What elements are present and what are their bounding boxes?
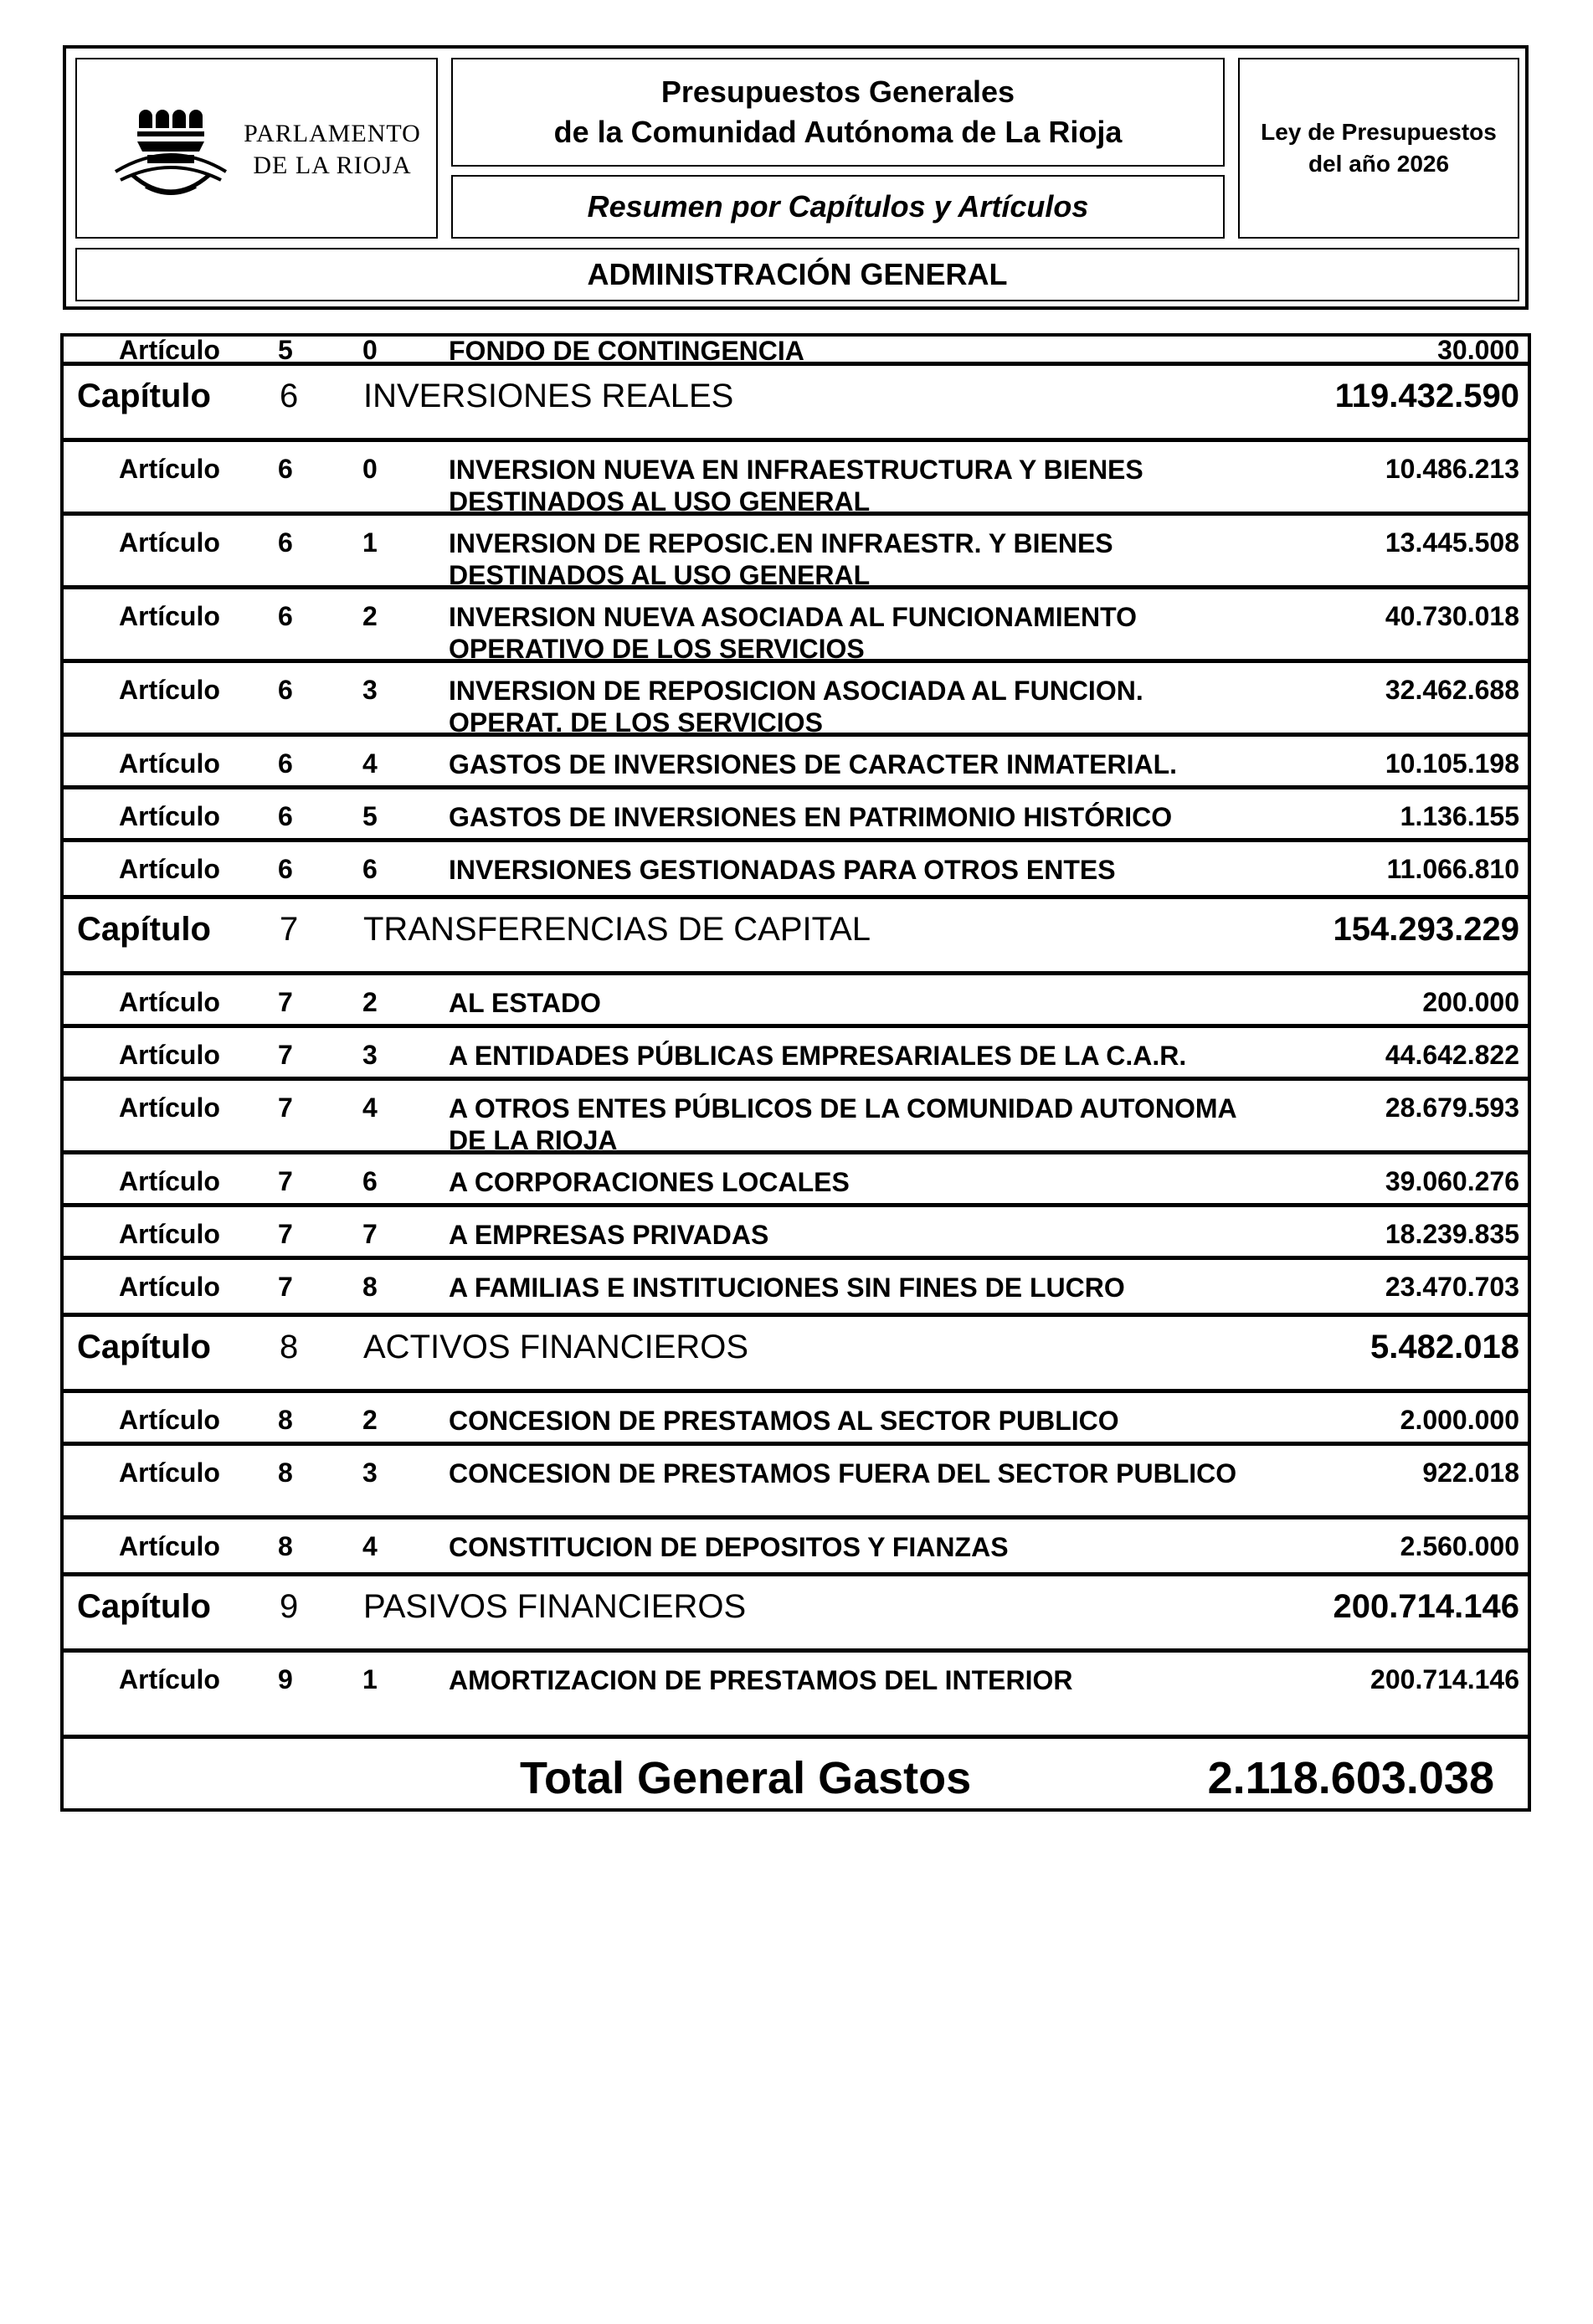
row-amount: 154.293.229 xyxy=(1333,911,1519,948)
row-description: A EMPRESAS PRIVADAS xyxy=(449,1220,769,1250)
articulo-label: Artículo xyxy=(119,854,220,884)
chapter-number: 8 xyxy=(278,1531,293,1561)
row-description: FONDO DE CONTINGENCIA xyxy=(449,337,804,362)
article-number: 4 xyxy=(362,748,378,779)
article-number: 0 xyxy=(362,337,378,362)
articulo-row xyxy=(64,589,1528,663)
row-amount: 18.239.835 xyxy=(1385,1219,1519,1249)
ley-line-1: Ley de Presupuestos xyxy=(1261,119,1497,145)
capitulo-label: Capítulo xyxy=(77,378,211,414)
articulo-row xyxy=(64,442,1528,516)
row-description: AMORTIZACION DE PRESTAMOS DEL INTERIOR xyxy=(449,1665,1073,1695)
article-number: 8 xyxy=(362,1272,378,1302)
capitulo-row xyxy=(64,895,1528,975)
articulo-row xyxy=(64,1081,1528,1154)
row-amount: 10.105.198 xyxy=(1385,748,1519,779)
article-number: 2 xyxy=(362,1405,378,1435)
row-description: PASIVOS FINANCIEROS xyxy=(363,1588,747,1625)
articulo-label: Artículo xyxy=(119,1272,220,1302)
logo-line-1: PARLAMENTO xyxy=(244,120,421,147)
article-number: 6 xyxy=(362,1166,378,1196)
row-description: A ENTIDADES PÚBLICAS EMPRESARIALES DE LA C.A.R. xyxy=(449,1041,1187,1071)
row-description: GASTOS DE INVERSIONES EN PATRIMONIO HISTÓRICO xyxy=(449,802,1173,832)
articulo-label: Artículo xyxy=(119,1093,220,1123)
chapter-number: 6 xyxy=(280,378,299,414)
articulo-row xyxy=(64,789,1528,842)
articulo-row xyxy=(64,975,1528,1028)
articulo-label: Artículo xyxy=(119,337,220,362)
chapter-number: 8 xyxy=(278,1405,293,1435)
chapter-number: 7 xyxy=(280,911,299,948)
chapter-number: 8 xyxy=(278,1458,293,1488)
chapter-number: 6 xyxy=(278,854,293,884)
parlamento-name xyxy=(236,118,429,182)
row-description: INVERSION DE REPOSICION ASOCIADA AL FUNCION. OPERAT. DE LOS SERVICIOS xyxy=(449,676,1143,737)
parlamento-emblem-icon xyxy=(112,100,229,200)
articulo-label: Artículo xyxy=(119,675,220,705)
articulo-label: Artículo xyxy=(119,1166,220,1196)
articulo-label: Artículo xyxy=(119,748,220,779)
article-number: 1 xyxy=(362,1664,378,1694)
chapter-number: 9 xyxy=(278,1664,293,1694)
row-amount: 30.000 xyxy=(1437,337,1519,362)
articulo-row xyxy=(64,1207,1528,1260)
row-amount: 11.066.810 xyxy=(1386,854,1519,884)
articulo-label: Artículo xyxy=(119,801,220,831)
article-number: 4 xyxy=(362,1093,378,1123)
row-amount: 44.642.822 xyxy=(1385,1040,1519,1070)
articulo-label: Artículo xyxy=(119,1664,220,1694)
row-description: CONCESION DE PRESTAMOS FUERA DEL SECTOR PUBLICO xyxy=(449,1458,1237,1488)
articulo-label: Artículo xyxy=(119,527,220,558)
logo-box xyxy=(75,58,438,239)
articulo-row xyxy=(64,516,1528,589)
capitulo-label: Capítulo xyxy=(77,911,211,948)
ley-box xyxy=(1238,58,1519,239)
row-description: INVERSION NUEVA EN INFRAESTRUCTURA Y BIENES DESTINADOS AL USO GENERAL xyxy=(449,455,1143,516)
articulo-label: Artículo xyxy=(119,1458,220,1488)
articulo-label: Artículo xyxy=(119,601,220,631)
row-amount: 10.486.213 xyxy=(1385,454,1519,484)
title-line-2: de la Comunidad Autónoma de La Rioja xyxy=(553,115,1123,149)
row-amount: 922.018 xyxy=(1422,1458,1519,1488)
articulo-row xyxy=(64,1519,1528,1572)
article-number: 0 xyxy=(362,454,378,484)
row-amount: 23.470.703 xyxy=(1385,1272,1519,1302)
chapter-number: 6 xyxy=(278,527,293,558)
row-description: INVERSIONES GESTIONADAS PARA OTROS ENTES xyxy=(449,855,1116,885)
article-number: 3 xyxy=(362,1458,378,1488)
row-description: A FAMILIAS E INSTITUCIONES SIN FINES DE LUCRO xyxy=(449,1273,1125,1303)
document-header xyxy=(63,45,1529,310)
capitulo-row xyxy=(64,362,1528,442)
article-number: 3 xyxy=(362,675,378,705)
chapter-number: 5 xyxy=(278,337,293,362)
capitulo-label: Capítulo xyxy=(77,1329,211,1365)
articulo-row xyxy=(64,663,1528,737)
logo-line-2: DE LA RIOJA xyxy=(253,152,412,179)
row-amount: 119.432.590 xyxy=(1334,378,1519,414)
article-number: 6 xyxy=(362,854,378,884)
chapter-number: 9 xyxy=(280,1588,299,1625)
articulo-label: Artículo xyxy=(119,454,220,484)
articulo-label: Artículo xyxy=(119,987,220,1017)
subtitle: Resumen por Capítulos y Artículos xyxy=(451,175,1225,239)
articulo-label: Artículo xyxy=(119,1531,220,1561)
row-amount: 2.000.000 xyxy=(1400,1405,1519,1435)
chapter-number: 8 xyxy=(280,1329,299,1365)
row-amount: 1.136.155 xyxy=(1400,801,1519,831)
row-amount: 39.060.276 xyxy=(1385,1166,1519,1196)
article-number: 5 xyxy=(362,801,378,831)
title-box xyxy=(451,58,1225,167)
chapter-number: 6 xyxy=(278,748,293,779)
chapter-number: 7 xyxy=(278,1040,293,1070)
article-number: 2 xyxy=(362,987,378,1017)
articulo-row xyxy=(64,1653,1528,1735)
article-number: 4 xyxy=(362,1531,378,1561)
row-amount: 13.445.508 xyxy=(1385,527,1519,558)
row-description: INVERSIONES REALES xyxy=(363,378,734,414)
total-amount: 2.118.603.038 xyxy=(1207,1753,1494,1803)
chapter-number: 6 xyxy=(278,801,293,831)
row-amount: 40.730.018 xyxy=(1385,601,1519,631)
row-description: CONSTITUCION DE DEPOSITOS Y FIANZAS xyxy=(449,1532,1009,1562)
articulo-row xyxy=(64,1154,1528,1207)
row-amount: 32.462.688 xyxy=(1385,675,1519,705)
row-description: CONCESION DE PRESTAMOS AL SECTOR PUBLICO xyxy=(449,1406,1119,1436)
row-description: ACTIVOS FINANCIEROS xyxy=(363,1329,749,1365)
title-line-1: Presupuestos Generales xyxy=(660,75,1015,109)
chapter-number: 7 xyxy=(278,987,293,1017)
row-amount: 2.560.000 xyxy=(1400,1531,1519,1561)
chapter-number: 7 xyxy=(278,1272,293,1302)
articulo-row xyxy=(64,1446,1528,1519)
article-number: 7 xyxy=(362,1219,378,1249)
chapter-number: 7 xyxy=(278,1093,293,1123)
row-description: TRANSFERENCIAS DE CAPITAL xyxy=(363,911,871,948)
chapter-number: 6 xyxy=(278,601,293,631)
articulo-row xyxy=(64,337,1528,362)
total-row xyxy=(64,1735,1528,1808)
articulo-row xyxy=(64,1028,1528,1081)
chapter-number: 7 xyxy=(278,1219,293,1249)
budget-table xyxy=(60,333,1531,1812)
row-amount: 200.714.146 xyxy=(1370,1664,1519,1694)
articulo-label: Artículo xyxy=(119,1040,220,1070)
chapter-number: 6 xyxy=(278,675,293,705)
article-number: 2 xyxy=(362,601,378,631)
row-amount: 200.714.146 xyxy=(1333,1588,1519,1625)
articulo-label: Artículo xyxy=(119,1405,220,1435)
section-title: ADMINISTRACIÓN GENERAL xyxy=(75,248,1519,301)
articulo-row xyxy=(64,737,1528,789)
row-amount: 28.679.593 xyxy=(1385,1093,1519,1123)
row-description: INVERSION NUEVA ASOCIADA AL FUNCIONAMIENTO OPERATIVO DE LOS SERVICIOS xyxy=(449,602,1137,663)
capitulo-row xyxy=(64,1313,1528,1393)
article-number: 1 xyxy=(362,527,378,558)
capitulo-row xyxy=(64,1572,1528,1653)
row-description: A CORPORACIONES LOCALES xyxy=(449,1167,850,1197)
chapter-number: 7 xyxy=(278,1166,293,1196)
articulo-label: Artículo xyxy=(119,1219,220,1249)
row-amount: 5.482.018 xyxy=(1370,1329,1519,1365)
capitulo-label: Capítulo xyxy=(77,1588,211,1625)
row-description: INVERSION DE REPOSIC.EN INFRAESTR. Y BIENES DESTINADOS AL USO GENERAL xyxy=(449,528,1113,589)
ley-line-2: del año 2026 xyxy=(1308,151,1450,177)
article-number: 3 xyxy=(362,1040,378,1070)
row-description: GASTOS DE INVERSIONES DE CARACTER INMATERIAL. xyxy=(449,749,1177,779)
articulo-row xyxy=(64,1260,1528,1313)
chapter-number: 6 xyxy=(278,454,293,484)
row-description: AL ESTADO xyxy=(449,988,601,1018)
articulo-row xyxy=(64,1393,1528,1446)
row-description: A OTROS ENTES PÚBLICOS DE LA COMUNIDAD AUTONOMA DE LA RIOJA xyxy=(449,1093,1236,1154)
row-amount: 200.000 xyxy=(1422,987,1519,1017)
articulo-row xyxy=(64,842,1528,895)
total-label: Total General Gastos xyxy=(520,1753,972,1803)
